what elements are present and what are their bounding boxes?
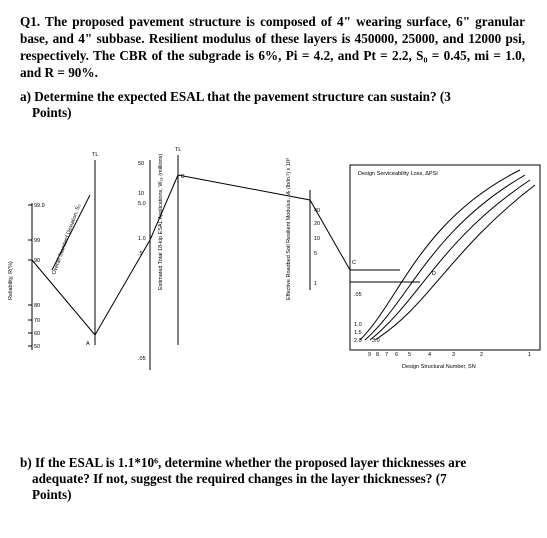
solution-line-2 (178, 175, 350, 270)
part-a-points: Points) (32, 105, 72, 120)
mr-tick-5: 5 (314, 251, 318, 257)
esal-tick-1: 1.0 (138, 236, 146, 242)
reliability-tick-99: 99 (34, 238, 41, 244)
mr-tick-20: 20 (314, 221, 321, 227)
mr-tick-1: 1 (314, 281, 318, 287)
sn-tick-3: 3 (452, 352, 456, 358)
sn-axis-label: Design Structural Number, SN (402, 364, 476, 370)
esal-tick-50: 50 (138, 161, 145, 167)
point-c-label: C (352, 260, 356, 266)
part-b-line-2: adequate? If not, suggest the required changes in the layer thicknesses? (7 (32, 471, 447, 486)
tl-label-1: TL (92, 152, 99, 158)
esal-tick-5: 5.0 (138, 201, 146, 207)
mr-tick-10: 10 (314, 236, 321, 242)
esal-axis-label: Estimated Total 18-kip ESAL Applications, W₁₈ (millions) (158, 153, 164, 290)
psi-tick-2-0: 2.0 (354, 338, 362, 344)
psi-tick-1-0: 1.0 (354, 322, 362, 328)
sn-tick-6: 6 (395, 352, 399, 358)
psi-tick-1-5: 1.5 (354, 330, 362, 336)
mr-axis-label: Effective Roadbed Soil Resilient Modulus, Mᵣ (lb/in.²) x 10³ (286, 158, 292, 300)
psi-chart-title: Design Serviceability Loss, ΔPSI (358, 171, 438, 177)
reliability-tick-80: 80 (34, 303, 41, 309)
reliability-tick-60: 60 (34, 331, 41, 337)
reliability-tick-70: 70 (34, 318, 41, 324)
reliability-axis-label: Reliability, R(%) (8, 261, 14, 300)
esal-tick-10: 10 (138, 191, 145, 197)
tl-label-2: TL (175, 147, 182, 153)
part-b-line-3: Points) (32, 487, 72, 502)
part-a-text: a) Determine the expected ESAL that the pavement structure can sustain? (3 (20, 89, 451, 104)
sn-tick-5: 5 (408, 352, 412, 358)
sn-tick-7: 7 (385, 352, 389, 358)
point-a-label: A (86, 341, 90, 347)
sn-tick-9: 9 (368, 352, 372, 358)
solution-line-1 (32, 175, 178, 335)
mr-tick-40: 40 (314, 208, 321, 214)
question-1-statement: Q1. The proposed pavement structure is composed of 4" wearing surface, 6" granular base, and 4" subbase. Resilient modulus of these layers is 450000, 25000, and 12000 psi, respectively. The CBR of the subgrade is 6%, Pi = 4.2, and Pt = 2.2, S₀ = 0.45, mi = 1.0, and R = 90%. (20, 14, 525, 80)
sn-tick-1: 1 (528, 352, 532, 358)
psi-tick-3-0: 3.0 (372, 338, 380, 344)
point-d-label: D (432, 271, 436, 277)
point-b-label: B (181, 174, 185, 180)
esal-tick-0-5: .5 (138, 251, 143, 257)
std-dev-label: Overall Standard Deviation, S₀ (51, 203, 83, 276)
question-part-a (20, 89, 520, 121)
reliability-tick-90: 90 (34, 258, 41, 264)
reliability-tick-99-9: 99.9 (34, 203, 45, 209)
question-part-b (20, 455, 515, 503)
sn-tick-4: 4 (428, 352, 432, 358)
aashto-flexible-pavement-nomograph (0, 140, 547, 380)
sn-tick-8: 8 (376, 352, 380, 358)
reliability-tick-50: 50 (34, 344, 41, 350)
sn-tick-2: 2 (480, 352, 484, 358)
part-b-line-1: b) If the ESAL is 1.1*10⁶, determine whether the proposed layer thicknesses are (20, 455, 467, 470)
esal-tick-0-05: .05 (138, 356, 146, 362)
psi-tick-0-05: .05 (354, 292, 362, 298)
